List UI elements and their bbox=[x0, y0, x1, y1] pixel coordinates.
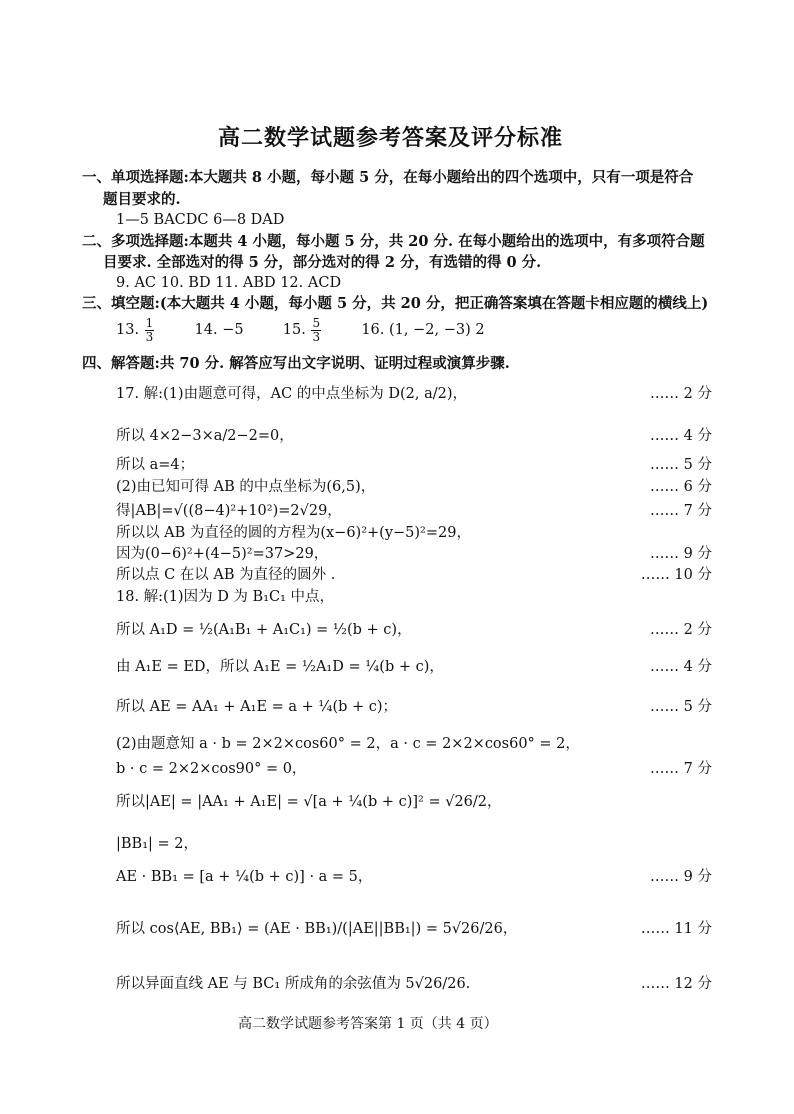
sec1-line1: 一、单项选择题:本大题共 8 小题，每小题 5 分，在每小题给出的四个选项中，只有一项是符合 bbox=[82, 169, 694, 186]
q16-answer: 16. (1, −2, −3) 2 bbox=[361, 322, 485, 339]
score-5: …… 7 分 bbox=[650, 503, 712, 519]
sec1-line2: 题目要求的. bbox=[103, 191, 181, 208]
q17-line1: 17. 解:(1)由题意可得，AC 的中点坐标为 D(2, a/2)， bbox=[116, 386, 468, 402]
score-11: …… 7 分 bbox=[650, 761, 712, 777]
q15-num: 5 bbox=[312, 316, 321, 330]
q17-line2: 所以 4×2−3×a/2−2=0， bbox=[116, 428, 294, 444]
q18-line9: AE · BB₁ = [a + ¼(b + c)] · a = 5， bbox=[116, 869, 373, 885]
q17-line7: 因为(0−6)²+(4−5)²=37>29， bbox=[116, 546, 329, 562]
q17-line3: 所以 a=4； bbox=[116, 457, 195, 473]
score-4: …… 6 分 bbox=[650, 479, 712, 495]
score-14: …… 12 分 bbox=[640, 976, 712, 992]
score-10: …… 5 分 bbox=[650, 699, 712, 715]
score-7: …… 10 分 bbox=[640, 567, 712, 583]
page-footer: 高二数学试题参考答案第 1 页（共 4 页） bbox=[238, 1016, 498, 1032]
q18-line10: 所以 cos⟨AE, BB₁⟩ = (AE · BB₁)/(|AE||BB₁|) = 5√26/26， bbox=[116, 921, 518, 937]
q18-line6: b · c = 2×2×cos90° = 0， bbox=[116, 761, 307, 777]
q17-line4: (2)由已知可得 AB 的中点坐标为(6,5)， bbox=[116, 479, 376, 495]
score-3: …… 5 分 bbox=[650, 457, 712, 473]
sec3-line1: 三、填空题:(本大题共 4 小题，每小题 5 分，共 20 分，把正确答案填在答题卡相应题的横线上) bbox=[82, 295, 709, 312]
q18-line3: 由 A₁E = ED，所以 A₁E = ½A₁D = ¼(b + c)， bbox=[116, 659, 444, 675]
q18-line5: (2)由题意知 a · b = 2×2×cos60° = 2，a · c = 2×2×cos60° = 2， bbox=[116, 736, 580, 752]
score-8: …… 2 分 bbox=[650, 622, 712, 638]
score-2: …… 4 分 bbox=[650, 428, 712, 444]
score-9: …… 4 分 bbox=[650, 659, 712, 675]
q17-line6: 所以以 AB 为直径的圆的方程为(x−6)²+(y−5)²=29， bbox=[116, 525, 471, 541]
q18-line8: |BB₁| = 2， bbox=[116, 836, 198, 852]
sec2-answers: 9. AC 10. BD 11. ABD 12. ACD bbox=[116, 275, 342, 291]
q13-fraction bbox=[145, 317, 155, 343]
q14-answer: 14. −5 bbox=[194, 322, 244, 339]
page-title: 高二数学试题参考答案及评分标准 bbox=[218, 125, 564, 151]
sec4-line1: 四、解答题:共 70 分. 解答应写出文字说明、证明过程或演算步骤. bbox=[82, 355, 510, 372]
score-12: …… 9 分 bbox=[650, 869, 712, 885]
q13-num: 1 bbox=[145, 316, 154, 330]
sec1-answers: 1—5 BACDC 6—8 DAD bbox=[116, 212, 285, 228]
q17-line8: 所以点 C 在以 AB 为直径的圆外 . bbox=[116, 567, 336, 583]
q15-den: 3 bbox=[312, 329, 321, 344]
score-6: …… 9 分 bbox=[650, 546, 712, 562]
sec2-line2: 目要求. 全部选对的得 5 分，部分选对的得 2 分，有选错的得 0 分. bbox=[103, 254, 542, 271]
q17-line5: 得|AB|=√((8−4)²+10²)=2√29， bbox=[116, 503, 342, 519]
q18-line1: 18. 解:(1)因为 D 为 B₁C₁ 中点， bbox=[116, 589, 335, 605]
sec2-line1: 二、多项选择题:本题共 4 小题，每小题 5 分，共 20 分. 在每小题给出的选项中，有多项符合题 bbox=[82, 233, 705, 250]
q13-label: 13. bbox=[116, 322, 140, 339]
q18-line11: 所以异面直线 AE 与 BC₁ 所成角的余弦值为 5√26/26. bbox=[116, 976, 471, 992]
q15-fraction bbox=[311, 317, 321, 343]
q18-line7: 所以|AE| = |AA₁ + A₁E| = √[a + ¼(b + c)]² = √26/2， bbox=[116, 794, 502, 810]
sec3-answers-row bbox=[116, 317, 485, 343]
q15-label: 15. bbox=[282, 322, 306, 339]
score-13: …… 11 分 bbox=[640, 921, 712, 937]
q18-line2: 所以 A₁D = ½(A₁B₁ + A₁C₁) = ½(b + c)， bbox=[116, 622, 412, 638]
q13-den: 3 bbox=[145, 329, 154, 344]
score-1: …… 2 分 bbox=[650, 386, 712, 402]
q18-line4: 所以 AE = AA₁ + A₁E = a + ¼(b + c)； bbox=[116, 699, 398, 715]
